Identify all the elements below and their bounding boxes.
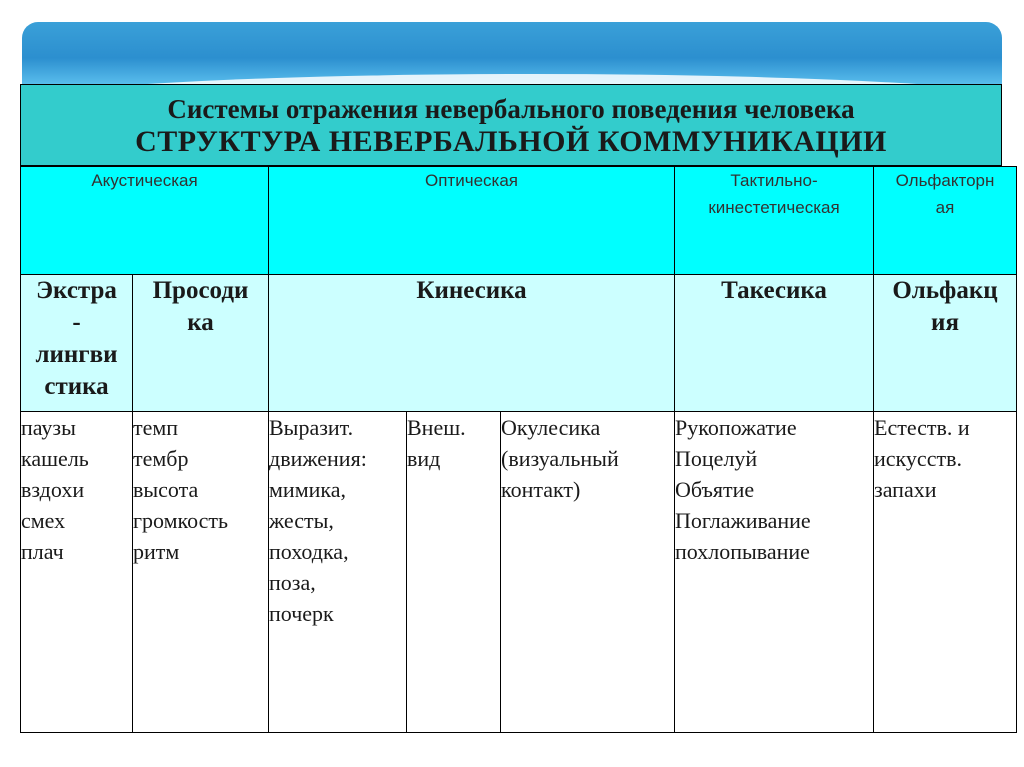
system-optical [269, 167, 675, 275]
content-extralinguistics [21, 412, 133, 733]
list-item: похлопывание [675, 539, 810, 564]
list-item: темп [133, 415, 179, 440]
system-olfactory-label-1: Ольфакторн [895, 171, 995, 190]
system-acoustic-label: Акустическая [91, 171, 198, 190]
list-item: движения: [269, 446, 367, 471]
list-item: Выразит. [269, 415, 354, 440]
content-appearance [407, 412, 501, 733]
list-item: высота [133, 477, 199, 502]
list-item: тембр [133, 446, 189, 471]
system-acoustic [21, 167, 269, 275]
extra-label-2: - [72, 309, 81, 336]
kinesics-label: Кинесика [416, 277, 527, 304]
takesics-label: Такесика [721, 277, 827, 304]
title-line-1: Системы отражения невербального поведения человека [167, 94, 855, 124]
list-item: запахи [874, 477, 937, 502]
prosody-label-1: Просоди [152, 277, 249, 304]
extra-label-4: стика [44, 373, 109, 400]
list-item: почерк [269, 601, 334, 626]
contents-row [21, 412, 1017, 733]
systems-row [21, 167, 1017, 275]
olfaction-label-2: ия [931, 309, 959, 336]
extra-label-1: Экстра [36, 277, 117, 304]
list-item: жесты, [269, 508, 334, 533]
list-item: искусств. [874, 446, 962, 471]
content-oculesics [501, 412, 675, 733]
structure-kinesics [269, 275, 675, 412]
list-item: вид [407, 446, 441, 471]
prosody-label-2: ка [187, 309, 214, 336]
content-prosody [133, 412, 269, 733]
list-item: походка, [269, 539, 349, 564]
list-item: вздохи [21, 477, 85, 502]
list-item: паузы [21, 415, 76, 440]
title-line-2: СТРУКТУРА НЕВЕРБАЛЬНОЙ КОММУНИКАЦИИ [135, 125, 887, 158]
system-olfactory-label-2: ая [935, 198, 955, 217]
system-tactile-label-1: Тактильно- [730, 171, 818, 190]
list-item: поза, [269, 570, 316, 595]
olfaction-label-1: Ольфакц [892, 277, 998, 304]
structure-extralinguistics [21, 275, 133, 412]
communication-structure-table [20, 166, 1017, 733]
list-item: смех [21, 508, 66, 533]
system-tactile [675, 167, 874, 275]
structure-takesics [675, 275, 874, 412]
content-olfactory [874, 412, 1017, 733]
list-item: Окулесика [501, 415, 601, 440]
list-item: контакт) [501, 477, 581, 502]
content-expressive-movements [269, 412, 407, 733]
system-olfactory [874, 167, 1017, 275]
list-item: Поцелуй [675, 446, 758, 471]
list-item: ритм [133, 539, 180, 564]
list-item: Объятие [675, 477, 755, 502]
list-item: громкость [133, 508, 229, 533]
list-item: (визуальный [501, 446, 619, 471]
system-tactile-label-2: кинестетическая [708, 198, 840, 217]
list-item: Рукопожатие [675, 415, 797, 440]
extra-label-3: лингви [35, 341, 118, 368]
list-item: кашель [21, 446, 89, 471]
list-item: плач [21, 539, 64, 564]
structures-row [21, 275, 1017, 412]
list-item: мимика, [269, 477, 347, 502]
list-item: Поглаживание [675, 508, 811, 533]
structure-prosody [133, 275, 269, 412]
content-tactile [675, 412, 874, 733]
structure-olfaction [874, 275, 1017, 412]
slide-title [20, 84, 1002, 166]
list-item: Внеш. [407, 415, 466, 440]
system-optical-label: Оптическая [425, 171, 518, 190]
list-item: Естеств. и [874, 415, 970, 440]
